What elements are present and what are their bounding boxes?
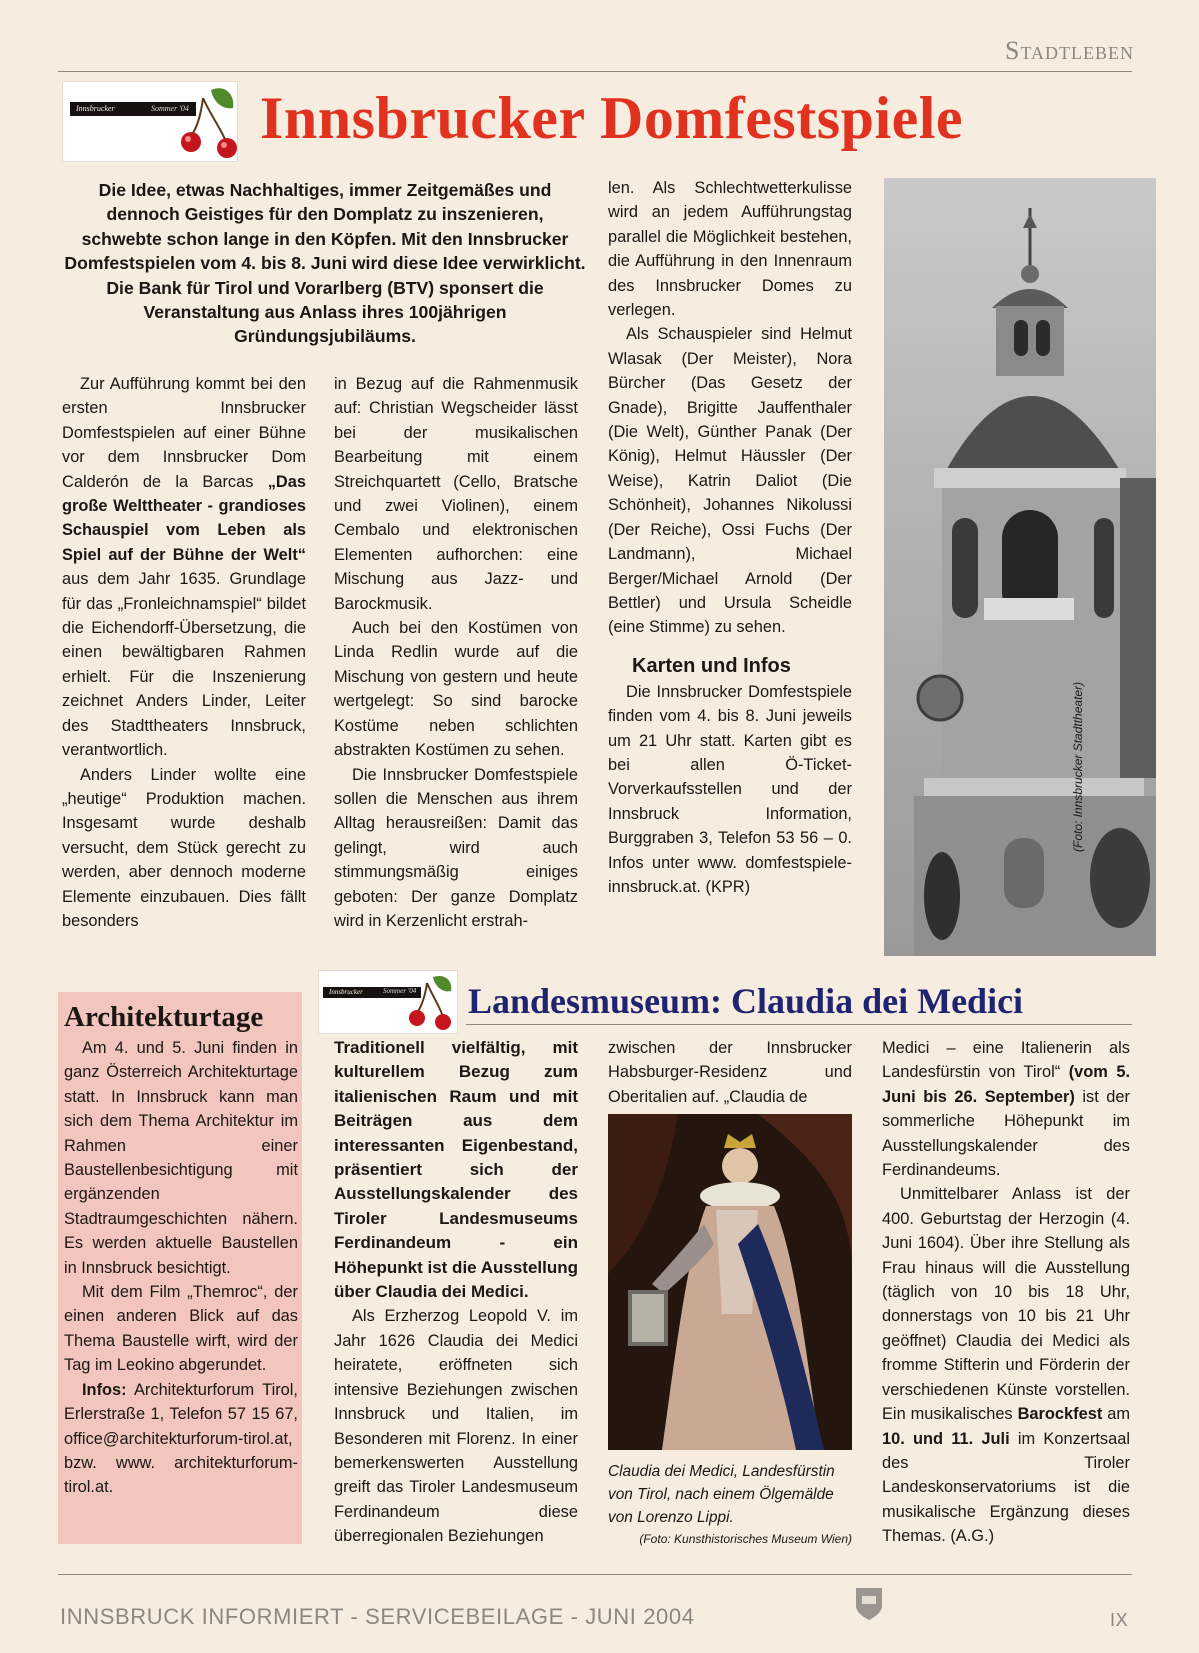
- section-label: Stadtleben: [1005, 36, 1134, 65]
- museum-paragraph-1: Als Erzherzog Leopold V. im Jahr 1626 Claudia dei Medici heiratete, eröffneten sich intensive Beziehungen zwischen Innsbruck und Italien, im Besonderen mit Florenz. In einer bemerkenswerten Ausstellung greift das Tiroler Landesmuseum Ferdinandeum diese überregionalen Beziehungen: [334, 1307, 578, 1546]
- museum-column-2: [608, 1036, 852, 1109]
- portrait-photo-credit: (Foto: Kunsthistorisches Museum Wien): [639, 1532, 852, 1546]
- logo-summer-text: Sommer '04: [151, 104, 189, 113]
- col3-paragraph-2: Als Schauspieler sind Helmut Wlasak (Der Meister), Nora Bürcher (Das Gesetz der Gnade), Brigitte Jauffenthaler (Die Welt), Günther Panak (Der König), Helmut Häussler (Der Weise), Katrin Daliot (Die Schönheit), Johannes Nikolussi (Der Reiche), Ossi Fuchs (Der Landmann), Michael Berger/Michael Arnold (Der Bettler) und Ursula Scheidle (eine Stimme) zu sehen.: [608, 325, 852, 637]
- logo-strip-2: Innsbrucker: [323, 987, 421, 998]
- col3-paragraph-1: len. Als Schlechtwetterkulisse wird an jedem Aufführungstag parallel die Möglichkeit bestehen, die Aufführung in den Innenraum des Innsbrucker Domes zu verlegen.: [608, 179, 852, 320]
- cherry-icon-2: [409, 973, 455, 1031]
- cherry-icon: [181, 84, 237, 160]
- summer-logo-2: [318, 970, 458, 1034]
- logo-strip: Innsbrucker: [70, 102, 196, 116]
- museum-column-1: [334, 1036, 578, 1549]
- cathedral-tower-photo: [884, 178, 1156, 956]
- top-divider: [58, 71, 1132, 72]
- architektur-paragraph-3: Infos: Architekturforum Tirol, Erlerstraße 1, Telefon 57 15 67, office@architekturforum-tirol.at, bzw. www. architekturforum-tirol.at.: [64, 1380, 298, 1497]
- karten-heading: Karten und Infos: [632, 654, 791, 677]
- claudia-portrait: [608, 1114, 852, 1450]
- col2-paragraph-2: Auch bei den Kostümen von Linda Redlin wurde auf die Mischung von gestern und heute wertgelegt: So sind barocke Kostüme neben schlichten abstrakten Kostümen zu sehen.: [334, 619, 578, 760]
- col3-paragraph-3: Die Innsbrucker Domfestspiele finden vom 4. bis 8. Juni jeweils um 21 Uhr statt. Karten gibt es bei allen Ö-Ticket-Vorverkaufsstellen und der Innsbruck Information, Burggraben 3, Telefon 53 56 – 0. Infos unter www. domfestspiele-innsbruck.at. (KPR): [608, 682, 852, 896]
- architektur-paragraph-1: Am 4. und 5. Juni finden in ganz Österreich Architekturtage statt. In Innsbruck kann man sich dem Thema Architektur im Rahmen einer Baustellenbesichtigung mit ergänzenden Stadtraumgeschichten nähern. Es werden aktuelle Baustellen in Innsbruck besichtigt.: [64, 1039, 298, 1277]
- photo-credit-tower: (Foto: Innsbrucker Stadttheater): [1071, 681, 1085, 852]
- article-column-1: [62, 372, 306, 933]
- city-crest-icon: [854, 1586, 884, 1622]
- footer-publication: INNSBRUCK INFORMIERT - SERVICEBEILAGE - JUNI 2004: [60, 1604, 695, 1629]
- museum-col2-top: zwischen der Innsbrucker Habsburger-Residenz und Oberitalien auf. „Claudia de: [608, 1039, 852, 1106]
- article-column-3: [608, 176, 852, 899]
- architektur-paragraph-2: Mit dem Film „Themroc“, der einen anderen Blick auf das Thema Baustelle wirft, wird der Tag im Leokino abgerundet.: [64, 1283, 298, 1375]
- footer-page-number: IX: [1110, 1610, 1129, 1630]
- main-headline: Innsbrucker Domfestspiele: [260, 85, 964, 151]
- architekturtage-text: [64, 1036, 298, 1500]
- col2-paragraph-3: Die Innsbrucker Domfestspiele sollen die Menschen aus ihrem Alltag herausreißen: Damit das gelingt, wird auch stimmungsmäßig einiges geboten: Der ganze Domplatz wird in Kerzenlicht erstrah-: [334, 765, 578, 930]
- footer-divider: [58, 1574, 1132, 1575]
- col1-paragraph-2: Anders Linder wollte eine „heutige“ Produktion machen. Insgesamt wurde deshalb versucht, dem Stück gerecht zu werden, aber dennoch moderne Elemente einzubauen. Dies fällt besonders: [62, 765, 306, 930]
- museum-divider: [466, 1024, 1132, 1025]
- museum-col3-paragraph-2: Unmittelbarer Anlass ist der 400. Geburtstag der Herzogin (4. Juni 1604). Über ihre Stellung als Frau hinaus will die Ausstellung (täglich von 10 bis 18 Uhr, donnerstags von 10 bis 21 Uhr geöffnet) Claudia dei Medici als fromme Stifterin und Förderin der verschiedenen Künste vorstellen. Ein musikalisches Barockfest am 10. und 11. Juli im Konzertsaal des Tiroler Landeskonservatoriums ist die musikalische Ergänzung dieses Themas. (A.G.): [882, 1185, 1130, 1546]
- museum-column-3: [882, 1036, 1130, 1549]
- museum-col3-paragraph-1: Medici – eine Italienerin als Landesfürstin von Tirol“ (vom 5. Juni bis 26. September) ist der sommerliche Höhepunkt im Ausstellungskalender des Ferdinandeums.: [882, 1039, 1130, 1180]
- col1-paragraph-1: Zur Aufführung kommt bei den ersten Innsbrucker Domfestspielen auf einer Bühne vor dem Innsbrucker Dom Calderón de la Barcas „Das große Welttheater - grandioses Schauspiel vom Leben als Spiel auf der Bühne der Welt“ aus dem Jahr 1635. Grundlage für das „Fronleichnamspiel“ bildet die Eichendorff-Übersetzung, die einen bewältigbaren Rahmen erhielt. Für die Inszenierung zeichnet Anders Linder, Leiter des Stadttheaters Innsbruck, verantwortlich.: [62, 375, 306, 760]
- portrait-caption: Claudia dei Medici, Landesfürstin von Tirol, nach einem Ölgemälde von Lorenzo Lippi.: [608, 1463, 835, 1526]
- architekturtage-title: Architekturtage: [64, 1001, 264, 1033]
- col2-paragraph-1: in Bezug auf die Rahmenmusik auf: Christian Wegscheider lässt bei der musikalischen Bearbeitung mit einem Streichquartett (Cello, Bratsche und zwei Violinen), einem Cembalo und elektronischen Elementen aufhorchen: eine Mischung aus Jazz- und Barockmusik.: [334, 375, 578, 613]
- logo-summer-text-2: Sommer '04: [383, 987, 417, 995]
- summer-logo: [62, 81, 238, 162]
- museum-headline: Landesmuseum: Claudia dei Medici: [468, 981, 1024, 1021]
- museum-intro: Traditionell vielfältig, mit kulturellem Bezug zum italienischen Raum und mit Beiträgen aus dem interessanten Eigenbestand, präsentiert sich der Ausstellungskalender des Tiroler Landesmuseums Ferdinandeum - ein Höhepunkt ist die Ausstellung über Claudia dei Medici.: [334, 1038, 578, 1302]
- article-column-2: [334, 372, 578, 933]
- intro-paragraph: Die Idee, etwas Nachhaltiges, immer Zeitgemäßes und dennoch Geistiges für den Domplatz zu inszenieren, schwebte schon lange in den Köpfen. Mit den Innsbrucker Domfestspielen vom 4. bis 8. Juni wird diese Idee verwirklicht. Die Bank für Tirol und Vorarlberg (BTV) sponsert die Veranstaltung aus Anlass ihres 100jährigen Gründungsjubiläums.: [64, 180, 586, 347]
